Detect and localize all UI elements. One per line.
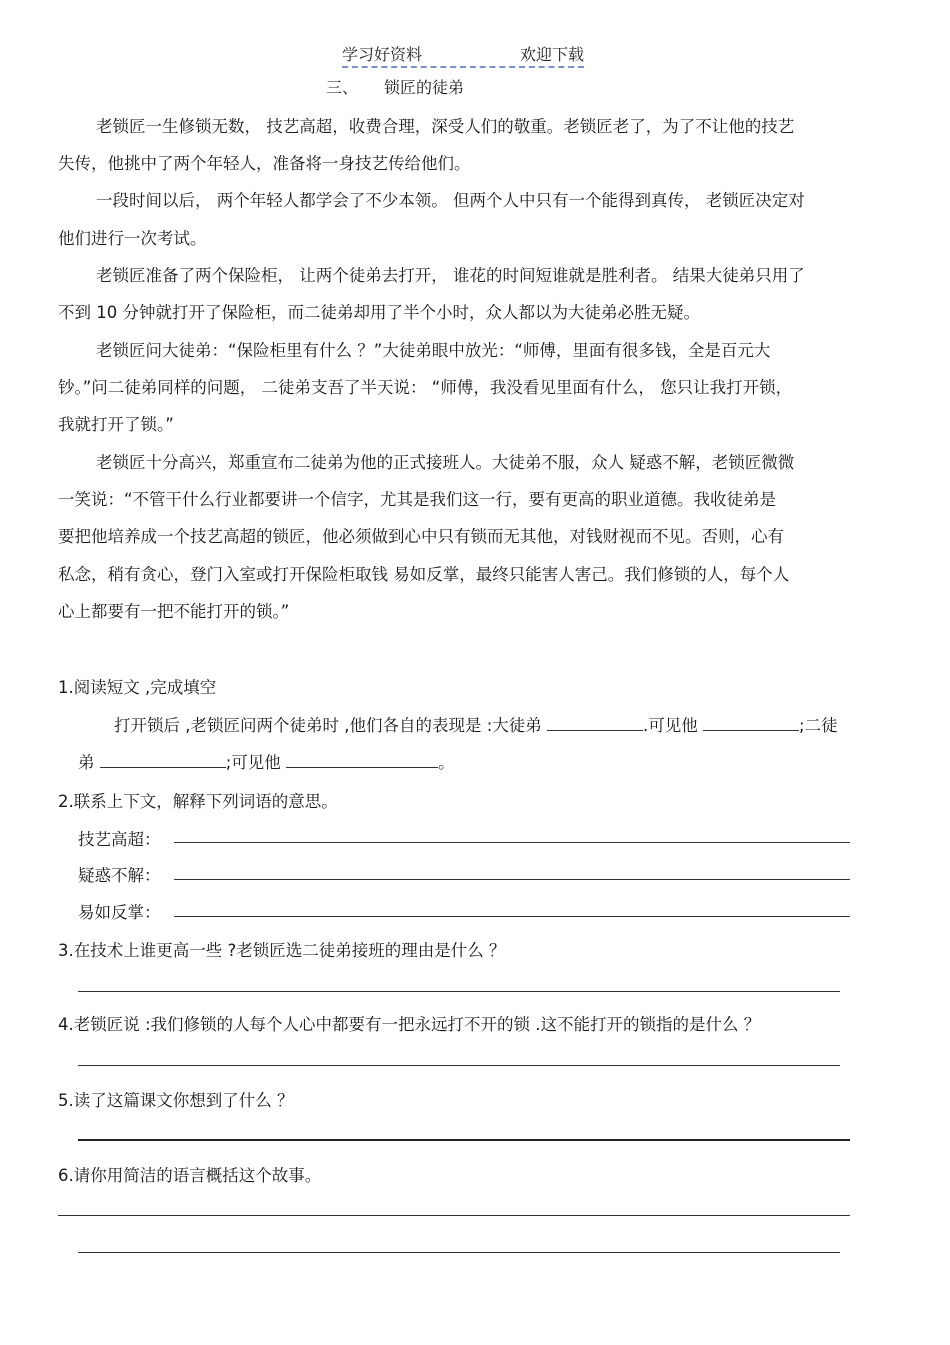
article-title bbox=[326, 75, 464, 98]
passage-line: 私念，稍有贪心，登门入室或打开保险柜取钱 易如反掌，最终只能害人害己。我们修锁的人，每个人 bbox=[58, 565, 790, 584]
title-text: 锁匠的徒弟 bbox=[384, 78, 465, 97]
answer-blank[interactable] bbox=[547, 714, 643, 731]
passage-line: 老锁匠准备了两个保险柜， 让两个徒弟去打开， 谁花的时间短谁就是胜利者。 结果大徒弟只用了 bbox=[96, 266, 805, 285]
q1-text-c: ;二徒 bbox=[799, 716, 838, 735]
passage-line: 老锁匠十分高兴，郑重宣布二徒弟为他的正式接班人。大徒弟不服，众人 疑惑不解，老锁匠微微 bbox=[96, 453, 795, 472]
page-header bbox=[342, 42, 584, 68]
answer-line[interactable] bbox=[78, 1252, 840, 1253]
passage-line: 老锁匠问大徒弟：“保险柜里有什么 ？”大徒弟眼中放光：“师傅，里面有很多钱，全是百元大 bbox=[96, 341, 771, 360]
question-6-title: 6.请你用简洁的语言概括这个故事。 bbox=[58, 1166, 322, 1185]
question-4-title: 4.老锁匠说 :我们修锁的人每个人心中都要有一把永远打不开的锁 .这不能打开的锁指的是什么 ？ bbox=[58, 1015, 761, 1034]
answer-blank[interactable] bbox=[703, 714, 799, 731]
passage-line: 钞。”问二徒弟同样的问题， 二徒弟支吾了半天说： “师傅，我没看见里面有什么， 您只让我打开锁， bbox=[58, 378, 793, 397]
question-1-line-2 bbox=[78, 749, 455, 773]
passage-line: 他们进行一次考试。 bbox=[58, 229, 207, 248]
term-label: 疑惑不解： bbox=[78, 866, 161, 885]
question-2-title: 2.联系上下文，解释下列词语的意思。 bbox=[58, 792, 338, 811]
answer-blank[interactable] bbox=[286, 751, 438, 768]
question-3-title: 3.在技术上谁更高一些 ?老锁匠选二徒弟接班的理由是什么 ？ bbox=[58, 941, 506, 960]
passage-line: 老锁匠一生修锁无数， 技艺高超，收费合理，深受人们的敬重。老锁匠老了，为了不让他的技艺 bbox=[96, 117, 795, 136]
answer-line[interactable] bbox=[174, 916, 850, 917]
question-5-title: 5.读了这篇课文你想到了什么 ？ bbox=[58, 1091, 294, 1110]
answer-line[interactable] bbox=[78, 1139, 850, 1141]
answer-line[interactable] bbox=[78, 991, 840, 992]
answer-line[interactable] bbox=[174, 842, 850, 843]
answer-blank[interactable] bbox=[100, 751, 226, 768]
header-left-text: 学习好资料 bbox=[342, 45, 423, 64]
q1-text-a: 打开锁后 ,老锁匠问两个徒弟时 ,他们各自的表现是 :大徒弟 bbox=[114, 716, 542, 735]
q1-text-b: .可见他 bbox=[643, 716, 698, 735]
passage-line: 心上都要有一把不能打开的锁。” bbox=[58, 602, 290, 621]
question-1-title: 1.阅读短文 ,完成填空 bbox=[58, 678, 217, 697]
q1-text-f: 。 bbox=[438, 753, 455, 772]
term-label: 技艺高超： bbox=[78, 830, 161, 849]
passage-line: 我就打开了锁。” bbox=[58, 415, 174, 434]
title-number: 三、 bbox=[326, 78, 359, 97]
header-right-text: 欢迎下载 bbox=[520, 45, 585, 64]
answer-line[interactable] bbox=[78, 1065, 840, 1066]
passage-line: 一笑说：“不管干什么行业都要讲一个信字，尤其是我们这一行，要有更高的职业道德。我收徒弟是 bbox=[58, 490, 777, 509]
q1-text-e: ;可见他 bbox=[225, 753, 281, 772]
q1-text-d: 弟 bbox=[78, 753, 95, 772]
passage-line: 失传，他挑中了两个年轻人，准备将一身技艺传给他们。 bbox=[58, 154, 471, 173]
answer-line[interactable] bbox=[174, 879, 850, 880]
answer-line[interactable] bbox=[58, 1215, 850, 1216]
question-1-line-1 bbox=[114, 712, 838, 736]
passage-line: 一段时间以后， 两个年轻人都学会了不少本领。 但两个人中只有一个能得到真传， 老锁匠决定对 bbox=[96, 191, 805, 210]
term-label: 易如反掌： bbox=[78, 903, 161, 922]
passage-line: 要把他培养成一个技艺高超的锁匠，他必须做到心中只有锁而无其他，对钱财视而不见。否则，心有 bbox=[58, 527, 784, 546]
passage-line: 不到 10 分钟就打开了保险柜，而二徒弟却用了半个小时，众人都以为大徒弟必胜无疑。 bbox=[58, 303, 700, 322]
